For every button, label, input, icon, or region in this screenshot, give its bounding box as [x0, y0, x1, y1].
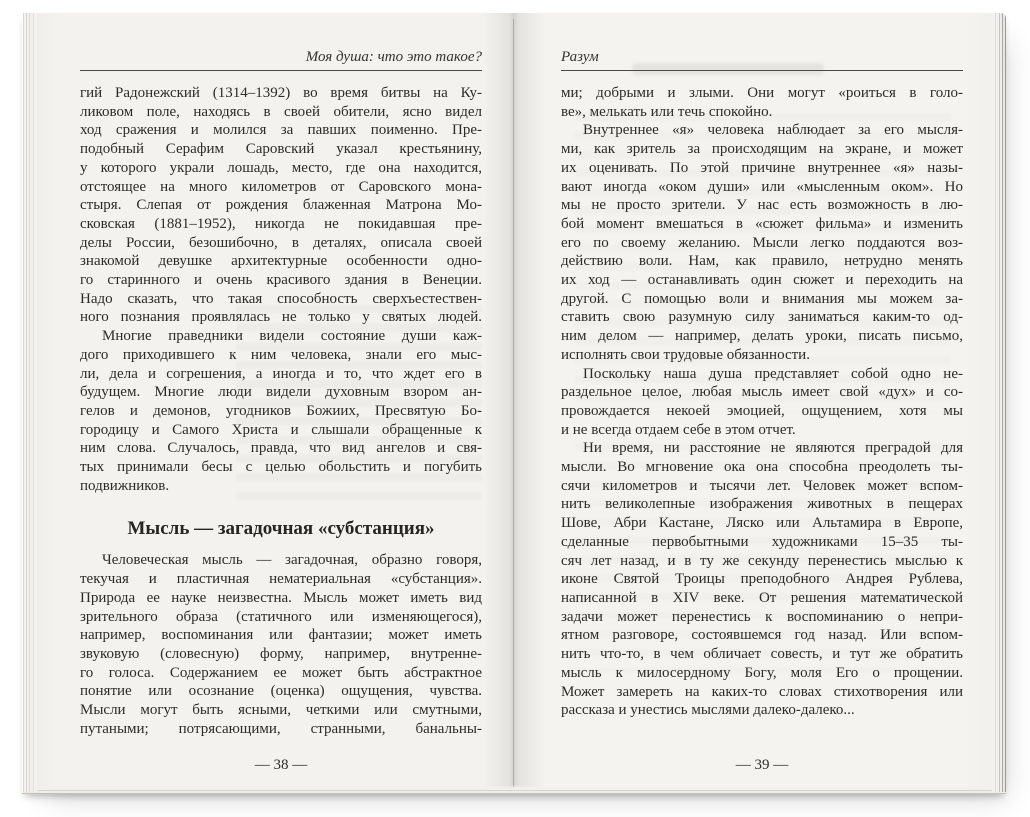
- text-line: го старинного и очень красивого здания в Венеции.: [80, 272, 482, 289]
- text-line: ного познания проявлялась не только у святых людей.: [80, 309, 482, 326]
- text-line: сячи километров и тысячи лет. Человек может вспом-: [561, 477, 963, 494]
- text-line: го голоса. Содержанием ее может быть абстрактное: [80, 664, 482, 681]
- section-heading: Мысль — загадочная «субстанция»: [127, 518, 435, 540]
- text-line: рассказа и унестись мыслями далеко-далеко...: [561, 702, 855, 719]
- text-line: отстоящее на много километров от Саровского мона-: [80, 178, 482, 195]
- paragraph: [80, 84, 482, 327]
- left-page-edge-stack: [22, 13, 37, 792]
- text-line: провождается некоей эмоцией, ощущением, хотя мы: [561, 402, 963, 419]
- text-line: сяч лет назад, и в ту же секунду перенестись мыслью к: [561, 552, 963, 569]
- text-line: ним слова. Случалось, правда, что вид ангелов и свя-: [80, 440, 482, 457]
- running-head-left: Моя душа: что это такое?: [80, 49, 482, 71]
- text-line: задачи может перенестись к воспоминанию о непри-: [561, 608, 963, 625]
- text-line: мысль к милосердному Богу, моля Его о прощении.: [561, 664, 963, 681]
- text-line: у которого украли лошадь, место, где она находится,: [80, 159, 482, 176]
- text-line: ставить свою разумную силу заниматься каким-то од-: [561, 309, 963, 326]
- text-line: мысли. Во мгновение ока она способна преодолеть ты-: [561, 459, 963, 476]
- right-page-body: [561, 84, 963, 720]
- left-page: [22, 13, 513, 794]
- text-line: гий Радонежский (1314–1392) во время битвы на Ку-: [80, 85, 482, 101]
- text-line: исполнять свои трудовые обязанности.: [561, 346, 810, 363]
- paragraph: [561, 121, 963, 364]
- text-line: ход сражения и молился за павших поименно. Пре-: [80, 122, 482, 139]
- text-line: зрительного образа (статичного или изменяющегося),: [80, 608, 482, 625]
- text-line: Мысли могут быть ясными, четкими или смутными,: [80, 702, 482, 719]
- text-line: подвижников.: [80, 477, 170, 494]
- paragraph: [561, 84, 963, 121]
- text-line: действию воли. Нам, как правило, нетрудно менять: [561, 253, 963, 270]
- page-number-left: — 38 —: [254, 757, 308, 773]
- paragraph: [80, 551, 482, 738]
- text-line: их ход — останавливать один сюжет и переходить на: [561, 272, 963, 289]
- text-line: его по своему желанию. Мысли легко поддаются воз-: [561, 234, 963, 251]
- text-line: Шове, Абри Кастане, Ляско или Альтамира в Европе,: [561, 515, 963, 532]
- text-line: делы России, безошибочно, в деталях, описала своей: [80, 234, 482, 251]
- text-line: вают иногда «оком души» или «мысленным оком». Но: [561, 178, 963, 195]
- text-line: и не всегда отдаем себе в этом отчет.: [561, 421, 796, 438]
- text-line: сделанные первобытными художниками 15–35 ты-: [561, 533, 963, 550]
- text-line: тых принимали бесы с целью обольстить и погубить: [80, 459, 482, 476]
- text-line: Надо сказать, что такая способность сверхъестествен-: [80, 290, 482, 307]
- text-line: бой момент вмешаться в «сюжет фильма» и изменить: [561, 215, 963, 232]
- text-line: Природа ее науке неизвестна. Мысль может иметь вид: [80, 589, 482, 606]
- bottom-page-edge-stack: [22, 785, 1006, 794]
- page-number-right: — 39 —: [735, 757, 789, 773]
- text-line: иконе Святой Троицы преподобного Андрея Рублева,: [561, 571, 963, 588]
- text-line: путаными; потрясающими, странными, банальны-: [80, 720, 482, 737]
- text-line: сковская (1881–1952), никогда не покидавшая пре-: [80, 215, 482, 232]
- text-line: будущем. Многие люди видели духовным взором ан-: [80, 384, 482, 401]
- paragraph: [561, 365, 963, 440]
- text-line: нить великолепные изображения животных в пещерах: [561, 496, 963, 513]
- text-line: ликовом поле, находясь в своей обители, ясно видел: [80, 103, 482, 120]
- text-line: городицу и Самого Христа и слышали обращенные к: [80, 421, 482, 438]
- text-line: звуковую (словесную) форму, например, внутренне-: [80, 645, 482, 662]
- text-line: ми, как зритель за происходящим на экране, и может: [561, 141, 963, 158]
- text-line: написанной в XIV веке. От решения математической: [561, 589, 963, 606]
- paragraph: [80, 327, 482, 495]
- text-line: Поскольку наша душа представляет собой одно не-: [583, 365, 963, 382]
- text-line: Может замереть на каких-то словах стихотворения или: [561, 683, 963, 700]
- text-line: ним делом — например, делать уроки, писать письмо,: [561, 328, 963, 345]
- text-line: мы не просто зрители. У нас есть возможность в лю-: [561, 197, 963, 214]
- book-spread: [22, 13, 1006, 794]
- text-line: Человеческая мысль — загадочная, образно говоря,: [102, 552, 482, 569]
- right-page-edge-stack: [992, 13, 1006, 792]
- text-line: стыря. Слепая от рождения блаженная Матрона Мо-: [80, 197, 482, 214]
- text-line: понятие или осознание (оценка) ощущения, чувства.: [80, 683, 482, 700]
- text-line: ве», мелькать или течь спокойно.: [561, 103, 773, 120]
- text-line: текучая и пластичная нематериальная «субстанция».: [80, 571, 482, 588]
- text-line: ятном разговоре, состоявшемся год назад. Или вспом-: [561, 627, 963, 644]
- text-line: гелов и демонов, угодников Божиих, Пресвятую Бо-: [80, 402, 482, 419]
- text-line: Ни время, ни расстояние не являются преградой для: [583, 440, 963, 457]
- text-line: знакомой девушке архитектурные особенности одно-: [80, 253, 482, 270]
- text-line: их оценивать. По этой причине внутреннее «я» назы-: [561, 159, 963, 176]
- paragraph: [561, 439, 963, 720]
- text-line: другой. С помощью воли и внимания мы можем за-: [561, 290, 963, 307]
- text-line: ми; добрыми и злыми. Они могут «роиться в голо-: [561, 85, 963, 101]
- text-line: нить что-то, в чем обличает совесть, и тут же обратить: [561, 646, 963, 663]
- right-page: [513, 13, 1006, 794]
- running-head-right: Разум: [561, 49, 963, 71]
- left-page-body: [80, 84, 482, 739]
- text-line: дого приходившего к ним человека, знали его мыс-: [80, 346, 482, 363]
- text-line: ли, дела и согрешения, а иногда и то, что ждет его в: [80, 365, 482, 382]
- text-line: подобный Серафим Саровский указал крестьянину,: [80, 141, 482, 158]
- text-line: Внутреннее «я» человека наблюдает за его мысля-: [583, 122, 963, 139]
- text-line: раздельное целое, любая мысль имеет свой «дух» и со-: [561, 384, 963, 401]
- text-line: например, воспоминания или фантазии; может иметь: [80, 627, 482, 644]
- text-line: Многие праведники видели состояние души каж-: [102, 328, 482, 345]
